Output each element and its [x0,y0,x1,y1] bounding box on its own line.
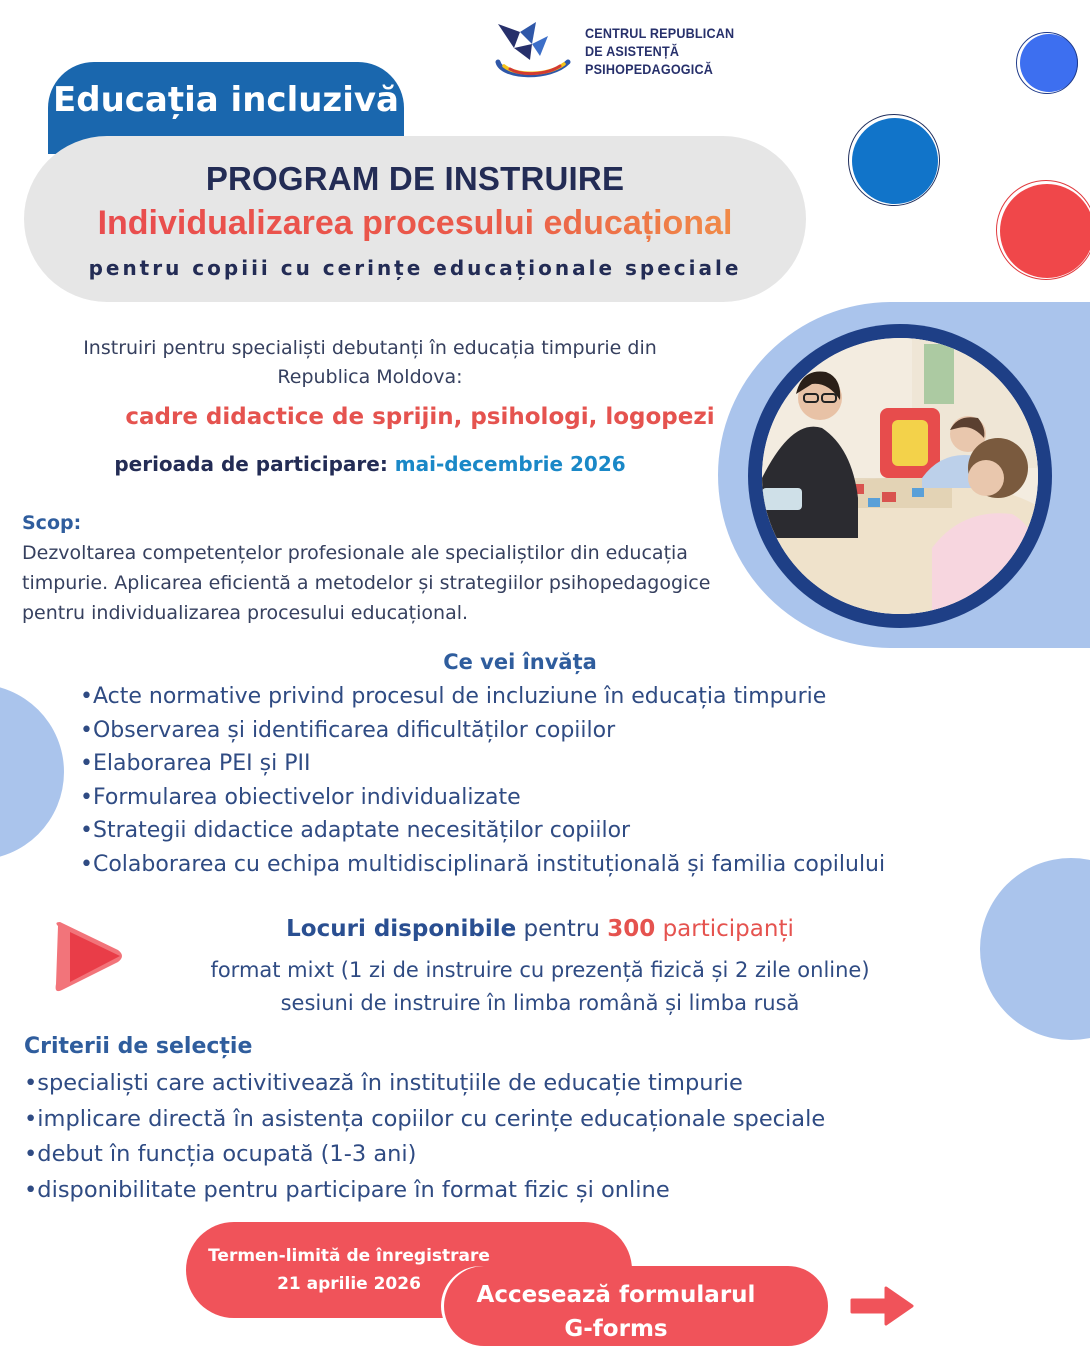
participation-period [40,452,700,476]
seats-count: 300 [607,916,656,942]
list-item: • Elaborarea PEI și PII [80,747,980,781]
learn-heading: Ce vei învăța [443,650,597,674]
logo-text: CENTRUL REPUBLICAN DE ASISTENȚĂ PSIHOPEDAGOGICĂ [585,25,735,77]
list-item: • implicare directă în asistența copiilor cu cerințe educaționale speciale [24,1102,984,1138]
decor-ring-small [1016,32,1078,94]
seats-line [150,916,930,942]
decor-ring-blue [848,114,940,206]
form-button-label[interactable] [444,1278,788,1346]
seats-label: Locuri disponibile [286,916,517,942]
list-item: • specialiști care activitivează în instituțiile de educație timpurie [24,1066,984,1102]
form-line-2[interactable]: G-forms [564,1316,668,1342]
category-title: Educația incluzivă [53,80,399,120]
learn-list [80,680,980,882]
list-item: • Formularea obiectivelor individualizate [80,781,980,815]
languages-text: sesiuni de instruire în limba română și limba rusă [280,991,800,1015]
format-block [150,954,930,1020]
decor-circle-left [0,684,64,860]
list-item: • disponibilitate pentru participare în format fizic și online [24,1173,984,1209]
decor-circle-right [980,858,1090,1040]
period-label: perioada de participare: [114,452,388,476]
audience-text: Instruiri pentru specialiști debutanți în educația timpurie din Republica Moldova: [83,337,657,388]
form-line-1[interactable]: Accesează formularul [476,1282,756,1308]
scope-heading: Scop: [22,512,82,534]
format-text: format mixt (1 zi de instruire cu prezență fizică și 2 zile online) [210,958,870,982]
list-item: • Observarea și identificarea dificultăților copiilor [80,714,980,748]
seats-end: participanți [662,916,794,942]
classroom-photo [762,338,1038,614]
program-tagline: pentru copiii cu cerințe educaționale speciale [88,256,742,280]
scope-text: Dezvoltarea competențelor profesionale ale specialiștilor din educația timpurie. Aplicarea eficientă a metodelor și strategiilor psihopedagogice pentru individualizarea procesului educațional. [22,542,711,624]
roles-text: cadre didactice de sprijin, psihologi, logopezi [125,404,715,430]
play-icon [48,918,128,994]
program-title: PROGRAM DE INSTRUIRE [205,160,625,197]
program-subtitle: Individualizarea procesului educațional [24,204,806,243]
list-item: • Colaborarea cu echipa multidisciplinară instituțională și familia copilului [80,848,980,882]
seats-mid: pentru [523,916,600,942]
arrow-right-icon[interactable] [848,1284,916,1328]
criteria-list [24,1066,984,1208]
decor-ring-red [996,180,1090,280]
criteria-heading: Criterii de selecție [24,1034,253,1059]
deadline-label: Termen-limită de înregistrare [208,1246,490,1266]
period-value: mai-decembrie 2026 [394,452,626,476]
list-item: • Acte normative privind procesul de incluziune în educația timpurie [80,680,980,714]
list-item: • Strategii didactice adaptate necesităților copiilor [80,814,980,848]
list-item: • debut în funcția ocupată (1-3 ani) [24,1137,984,1173]
deadline-date: 21 aprilie 2026 [277,1274,421,1294]
